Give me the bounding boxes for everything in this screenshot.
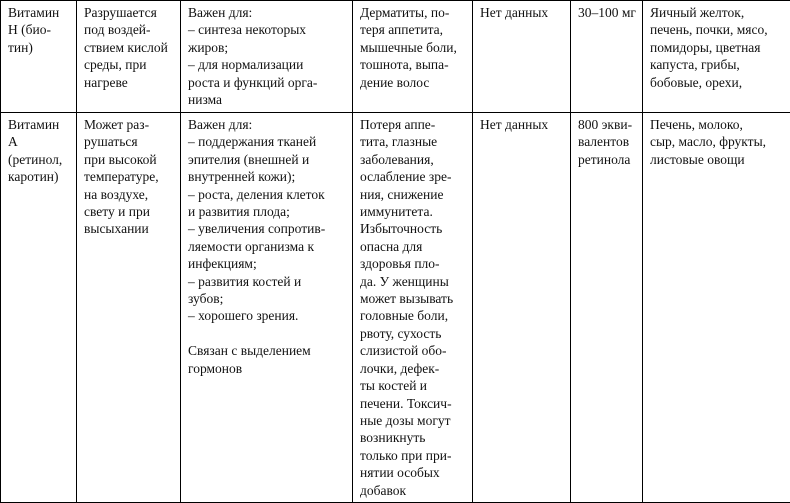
cell-excess-data: Нет данных [473,1,571,113]
cell-destruction-conditions: Может раз- рушаться при высокой температуре, на воздухе, свету и при высыхании [77,113,181,503]
cell-excess-data: Нет данных [473,113,571,503]
cell-daily-dose: 800 экви- валентов ретинола [571,113,643,503]
cell-food-sources: Яичный желток, печень, почки, мясо, помидоры, цветная капуста, грибы, бобовые, орехи, [643,1,790,113]
cell-vitamin-name: Витамин Н (био- тин) [1,1,77,113]
cell-vitamin-name: Витамин А (ретинол, каротин) [1,113,77,503]
cell-food-sources: Печень, молоко, сыр, масло, фрукты, листовые овощи [643,113,790,503]
cell-deficiency-symptoms: Дерматиты, по- теря аппетита, мышечные боли, тошнота, выпа- дение волос [353,1,473,113]
table-row-vitamin-h [1,1,790,113]
table-row-vitamin-a [1,113,790,503]
cell-daily-dose: 30–100 мг [571,1,643,113]
cell-deficiency-symptoms: Потеря аппе- тита, глазные заболевания, ослабление зре- ния, снижение иммунитета. Избыточность опасна для здоровья пло- да. У женщины может вызывать головные боли, рвоту, сухость слизистой обо- лочки, дефек- ты костей и печени. Токсич- ные дозы могут возникнуть только при при- нятии особых добавок [353,113,473,503]
cell-destruction-conditions: Разрушается под воздей- ствием кислой среды, при нагреве [77,1,181,113]
cell-importance: Важен для: – синтеза некоторых жиров; – для нормализации роста и функций орга- низма [181,1,353,113]
cell-importance: Важен для: – поддержания тканей эпителия (внешней и внутренней кожи); – роста, деления клеток и развития плода; – увеличения сопротив- ляемости организма к инфекциям; – развития костей и зубов; – хорошего зрения. Связан с выделением гормонов [181,113,353,503]
